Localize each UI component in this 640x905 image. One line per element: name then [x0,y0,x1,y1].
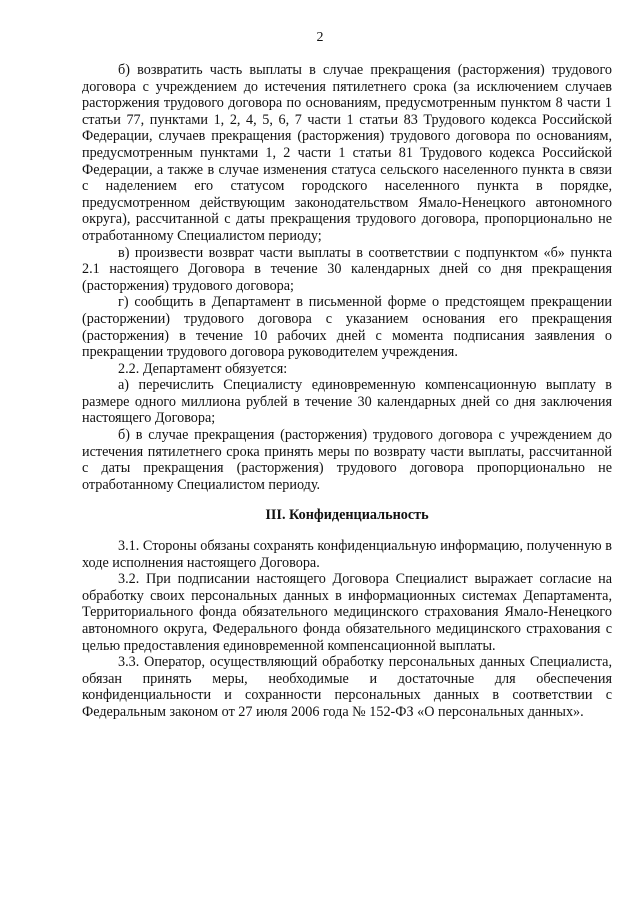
paragraph-3-2: 3.2. При подписании настоящего Договора Специалист выражает согласие на обработку своих персональных данных в информационных системах Департамента, Территориального фонда обязательного медицинского страхования Ямало-Ненецкого автономного округа, Федерального фонда обязательного медицинского страхования с целью предоставления единовременной компенсационной выплаты. [82,571,612,654]
page-number: 2 [316,30,324,45]
paragraph-2-2-b: б) в случае прекращения (расторжения) трудового договора с учреждением до истечения пятилетнего срока принять меры по возврату части выплаты, рассчитанной с даты прекращения (расторжения) трудового договора пропорционально не отработанному Специалистом периоду. [82,427,612,493]
paragraph-2-1-v: в) произвести возврат части выплаты в соответствии с подпунктом «б» пункта 2.1 настоящего Договора в течение 30 календарных дней со дня прекращения (расторжения) трудового договора; [82,244,612,294]
paragraph-2-2-title: 2.2. Департамент обязуется: [118,360,288,377]
paragraph-2-1-g: г) сообщить в Департамент в письменной форме о предстоящем прекращении (расторжении) трудового договора с указанием основания его прекращения (расторжения) в течение 10 рабочих дней с момента подписания заявления о прекращении трудового договора руководителем учреждения. [82,294,612,361]
paragraph-3-3: 3.3. Оператор, осуществляющий обработку персональных данных Специалиста, обязан принять меры, необходимые и достаточные для обеспечения конфиденциальности и сохранности персональных данных в соответствии с Федеральным законом от 27 июля 2006 года № 152-ФЗ «О персональных данных». [82,654,612,720]
document-body [82,62,612,721]
paragraph-2-2-a: а) перечислить Специалисту единовременную компенсационную выплату в размере одного миллиона рублей в течение 30 календарных дней со дня заключения настоящего Договора; [82,377,612,427]
paragraph-3-1: 3.1. Стороны обязаны сохранять конфиденциальную информацию, полученную в ходе исполнения настоящего Договора. [82,538,612,571]
paragraph-2-1-b: б) возвратить часть выплаты в случае прекращения (расторжения) трудового договора с учреждением до истечения пятилетнего срока (за исключением случаев расторжения трудового договора по основаниям, предусмотренным пунктом 8 части 1 статьи 77, пунктами 1, 2, 4, 5, 6, 7 части 1 статьи 83 Трудового кодекса Российской Федерации, случаев прекращения (расторжения) трудового договора по основаниям, предусмотренным пунктами 1, 2 части 1 статьи 81 Трудового кодекса Российской Федерации, а также в случае изменения статуса сельского населенного пункта в связи с наделением его статусом городского населенного пункта в порядке, предусмотренном действующим законодательством Ямало-Ненецкого автономного округа), рассчитанной с даты прекращения трудового договора, пропорционально не отработанному Специалистом периоду; [82,62,612,244]
section-heading: III. Конфиденциальность [265,507,429,524]
